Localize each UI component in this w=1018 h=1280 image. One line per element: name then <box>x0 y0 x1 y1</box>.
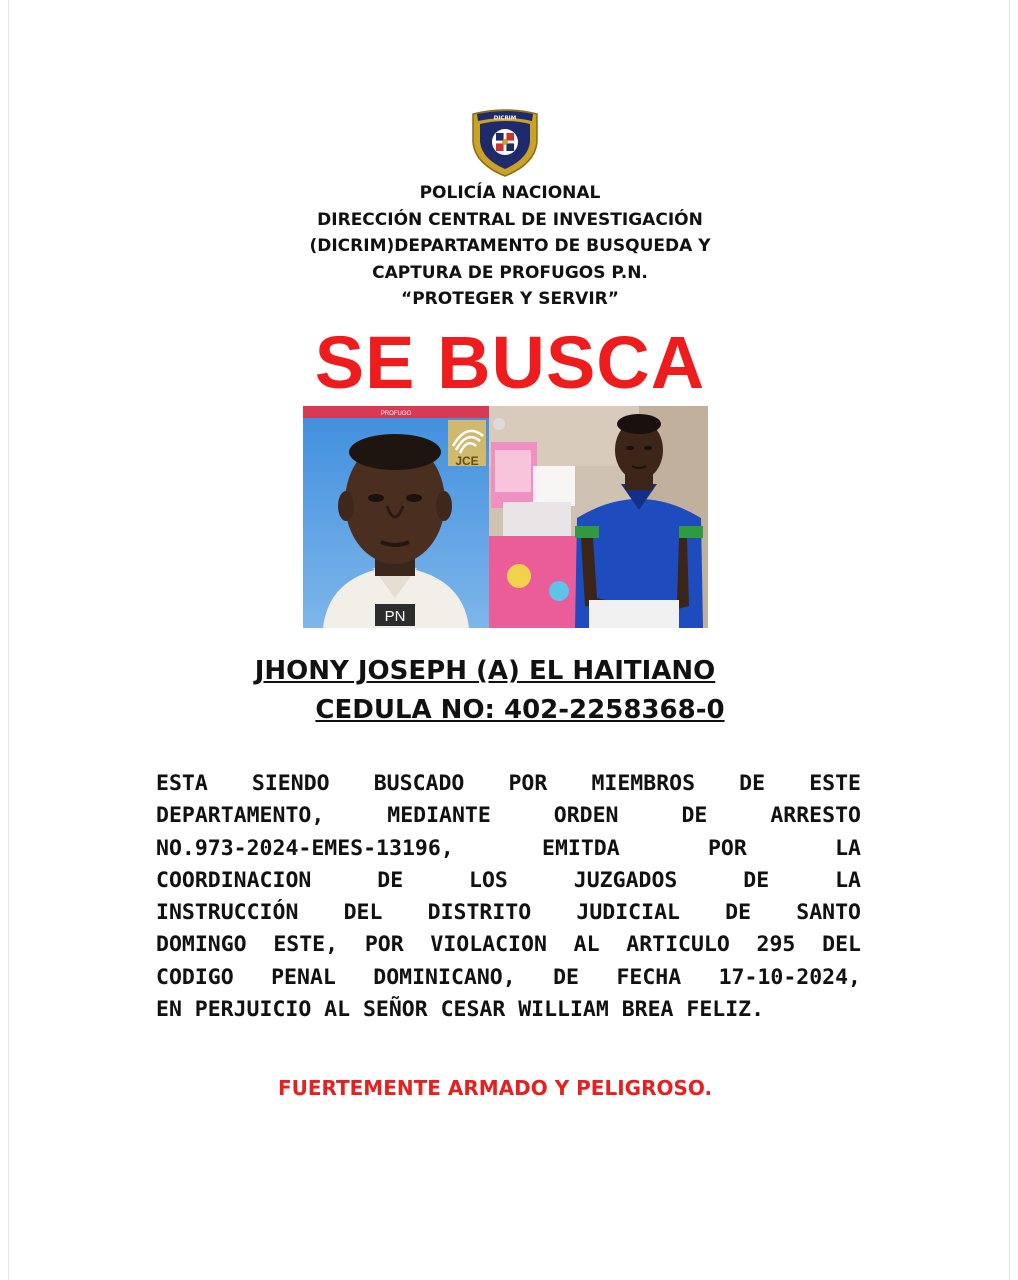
word: ESTA <box>156 771 208 796</box>
logo-seal-text: DICRIM <box>493 115 517 122</box>
arrest-order-details <box>156 768 861 1026</box>
word: LA <box>835 867 861 893</box>
header-line-3: (DICRIM)DEPARTAMENTO DE BUSQUEDA Y <box>309 236 711 256</box>
word: DEPARTAMENTO, <box>156 803 325 829</box>
word: ORDEN <box>553 803 619 829</box>
id-photo <box>303 406 489 628</box>
armed-dangerous-warning: FUERTEMENTE ARMADO Y PELIGROSO. <box>277 1076 713 1100</box>
word: DEL <box>822 932 861 958</box>
wanted-title: SE BUSCA <box>314 321 706 404</box>
word: PENAL <box>271 964 336 990</box>
word: BREA <box>621 997 674 1023</box>
word: 295 <box>756 932 796 958</box>
word: DE <box>725 900 752 926</box>
word: AL <box>324 997 351 1023</box>
word: DOMINICANO, <box>373 964 516 990</box>
body-line-7 <box>156 962 861 994</box>
word: EN <box>156 997 182 1023</box>
word: MEDIANTE <box>387 803 491 829</box>
word: LOS <box>469 867 508 893</box>
word: SANTO <box>796 900 861 926</box>
word: SIENDO <box>251 771 330 796</box>
word: NO.973-2024-EMES-13196, <box>156 835 454 861</box>
word: ESTE <box>809 771 861 796</box>
word: SEÑOR <box>362 997 428 1023</box>
word: POR <box>364 932 404 958</box>
word: DE <box>743 867 770 893</box>
body-line-5 <box>156 897 861 929</box>
word: DE <box>377 867 404 893</box>
body-line-4 <box>156 865 861 897</box>
word: FELIZ. <box>686 997 765 1023</box>
word: DEL <box>343 900 383 926</box>
word: JUDICIAL <box>576 900 680 926</box>
page-edge-right <box>1009 0 1010 1280</box>
casual-photo <box>489 406 708 628</box>
agency-header <box>200 180 820 313</box>
word: CESAR <box>440 997 506 1023</box>
word: 17-10-2024, <box>718 964 861 990</box>
word: DE <box>553 964 579 990</box>
page-edge-left <box>8 0 9 1280</box>
word: ESTE, <box>273 932 339 958</box>
body-line-8 <box>156 994 861 1026</box>
word: INSTRUCCIÓN <box>156 900 299 926</box>
id-banner-text: PROFUGO <box>380 411 412 417</box>
subject-cedula: CEDULA NO: 402-2258368-0 <box>315 695 725 725</box>
dicrim-shield-logo <box>469 108 541 178</box>
word: DE <box>681 803 708 829</box>
word: MIEMBROS <box>591 771 696 796</box>
word: BUSCADO <box>373 771 465 796</box>
word: FECHA <box>616 964 682 990</box>
word: ARTICULO <box>626 932 730 958</box>
word: PERJUICIO <box>194 997 312 1023</box>
header-line-4: CAPTURA DE PROFUGOS P.N. <box>372 262 648 283</box>
word: POR <box>508 771 548 796</box>
subject-name: JHONY JOSEPH (A) EL HAITIANO <box>254 656 716 686</box>
word: EMITDA <box>542 835 620 861</box>
word: DOMINGO <box>156 932 247 958</box>
body-line-2 <box>156 800 861 832</box>
word: WILLIAM <box>518 997 609 1023</box>
pn-badge-text: PN <box>384 608 406 625</box>
word: DE <box>739 771 766 796</box>
jce-logo-text: JCE <box>455 454 479 468</box>
word: JUZGADOS <box>573 867 678 893</box>
header-line-1: POLICÍA NACIONAL <box>419 183 601 203</box>
word: AL <box>573 932 600 958</box>
word: COORDINACION <box>156 867 312 893</box>
body-line-3 <box>156 833 861 865</box>
body-line-1 <box>156 768 861 800</box>
word: LA <box>835 835 861 861</box>
word: CODIGO <box>156 964 234 990</box>
body-line-6 <box>156 929 861 961</box>
word: DISTRITO <box>427 900 532 926</box>
header-line-2: DIRECCIÓN CENTRAL DE INVESTIGACIÓN <box>317 209 703 230</box>
word: POR <box>707 835 747 861</box>
word: VIOLACION <box>430 932 547 958</box>
word: ARRESTO <box>770 803 861 829</box>
header-motto: “PROTEGER Y SERVIR” <box>401 289 619 309</box>
